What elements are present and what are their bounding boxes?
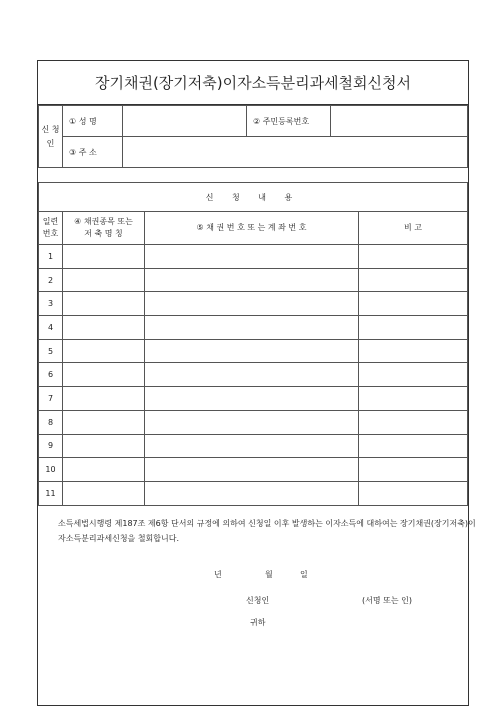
row-serial: 9 — [39, 434, 63, 458]
row-number-field[interactable] — [145, 481, 359, 505]
row-remarks-field[interactable] — [359, 458, 468, 482]
row-serial: 11 — [39, 481, 63, 505]
table-row — [39, 316, 468, 340]
table-row — [39, 458, 468, 482]
row-remarks-field[interactable] — [359, 292, 468, 316]
table-row — [39, 434, 468, 458]
row-serial: 7 — [39, 387, 63, 411]
row-type-field[interactable] — [63, 363, 145, 387]
applicant-signature-label: 신청인 — [246, 596, 270, 605]
application-form — [37, 60, 476, 706]
details-table — [38, 182, 468, 506]
row-type-field[interactable] — [63, 316, 145, 340]
row-number-field[interactable] — [145, 434, 359, 458]
form-title: 장기채권(장기저축)이자소득분리과세철회신청서 — [38, 61, 468, 105]
row-serial: 10 — [39, 458, 63, 482]
applicant-table — [38, 105, 468, 168]
table-row — [39, 268, 468, 292]
table-row — [39, 387, 468, 411]
row-remarks-field[interactable] — [359, 410, 468, 434]
row-serial: 8 — [39, 410, 63, 434]
id-number-label: ② 주민등록번호 — [247, 106, 331, 137]
table-row — [39, 292, 468, 316]
row-remarks-field[interactable] — [359, 387, 468, 411]
table-row — [39, 481, 468, 505]
row-remarks-field[interactable] — [359, 339, 468, 363]
row-number-field[interactable] — [145, 363, 359, 387]
row-number-field[interactable] — [145, 316, 359, 340]
row-type-field[interactable] — [63, 292, 145, 316]
applicant-section-label: 신 청 인 — [39, 106, 63, 168]
row-remarks-field[interactable] — [359, 245, 468, 269]
table-row — [39, 245, 468, 269]
row-remarks-field[interactable] — [359, 268, 468, 292]
row-serial: 5 — [39, 339, 63, 363]
details-section-label: 신 청 내 용 — [39, 183, 468, 212]
row-number-field[interactable] — [145, 339, 359, 363]
row-type-field[interactable] — [63, 410, 145, 434]
table-row — [39, 339, 468, 363]
col-type-header: ④ 채권종목 또는 저 축 명 칭 — [63, 212, 145, 245]
id-number-field[interactable] — [331, 106, 468, 137]
row-type-field[interactable] — [63, 245, 145, 269]
date-year: 년 — [214, 570, 222, 579]
row-number-field[interactable] — [145, 245, 359, 269]
table-row — [39, 363, 468, 387]
row-number-field[interactable] — [145, 410, 359, 434]
row-remarks-field[interactable] — [359, 363, 468, 387]
row-serial: 1 — [39, 245, 63, 269]
row-type-field[interactable] — [63, 458, 145, 482]
col-number-header: ⑤ 채 권 번 호 또 는 계 좌 번 호 — [145, 212, 359, 245]
row-number-field[interactable] — [145, 387, 359, 411]
statement-text: 소득세법시행령 제187조 제6항 단서의 규정에 의하여 신청일 이후 발생하는 이자소득에 대하여는 장기채권(장기저축)이자소득분리과세신청을 철회합니다. — [58, 519, 476, 543]
row-number-field[interactable] — [145, 458, 359, 482]
row-remarks-field[interactable] — [359, 481, 468, 505]
row-type-field[interactable] — [63, 481, 145, 505]
name-label: ① 성 명 — [63, 106, 123, 137]
col-remarks-header: 비 고 — [359, 212, 468, 245]
row-remarks-field[interactable] — [359, 434, 468, 458]
name-field[interactable] — [123, 106, 247, 137]
address-field[interactable] — [123, 137, 468, 168]
row-remarks-field[interactable] — [359, 316, 468, 340]
row-serial: 4 — [39, 316, 63, 340]
address-label: ③ 주 소 — [63, 137, 123, 168]
date-month: 월 — [265, 570, 273, 579]
addressee: 귀하 — [250, 618, 266, 627]
row-serial: 2 — [39, 268, 63, 292]
col-serial-header: 일련 번호 — [39, 212, 63, 245]
row-type-field[interactable] — [63, 387, 145, 411]
row-type-field[interactable] — [63, 268, 145, 292]
row-number-field[interactable] — [145, 268, 359, 292]
date-day: 일 — [300, 570, 308, 579]
row-serial: 3 — [39, 292, 63, 316]
row-type-field[interactable] — [63, 434, 145, 458]
row-serial: 6 — [39, 363, 63, 387]
table-row — [39, 410, 468, 434]
row-number-field[interactable] — [145, 292, 359, 316]
row-type-field[interactable] — [63, 339, 145, 363]
signature-hint: (서명 또는 인) — [362, 596, 412, 605]
